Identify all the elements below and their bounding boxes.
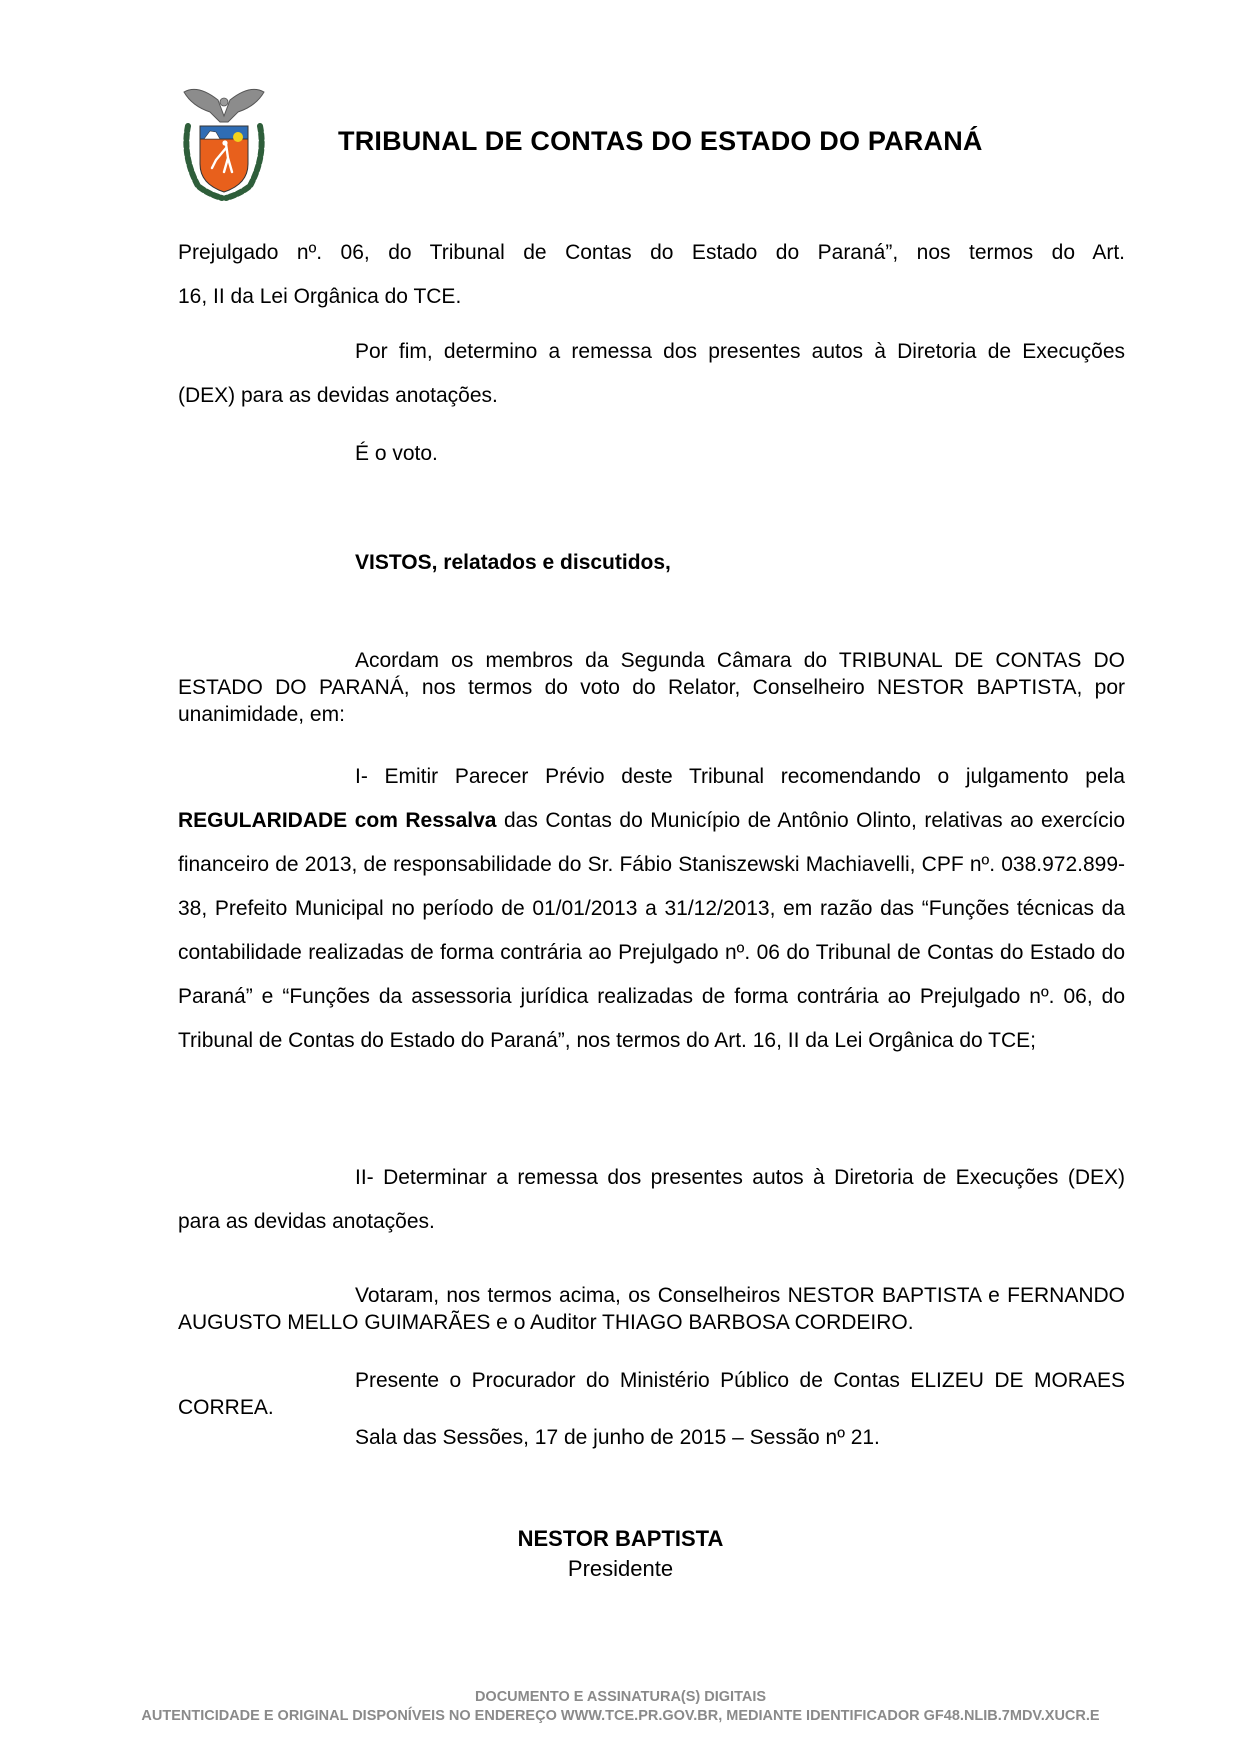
parana-coat-of-arms-logo — [178, 86, 270, 202]
paragraph-e-o-voto: É o voto. — [355, 442, 438, 465]
page-title: TRIBUNAL DE CONTAS DO ESTADO DO PARANÁ — [338, 126, 983, 156]
item-text: I- Emitir Parecer Prévio deste Tribunal recomendando o julgamento pela — [355, 765, 1125, 788]
paragraph-line: Prejulgado nº. 06, do Tribunal de Contas do Estado do Paraná”, nos termos do Art. — [178, 241, 1125, 264]
paragraph-presente: Presente o Procurador do Ministério Público de Contas ELIZEU DE MORAES CORREA. — [178, 1369, 1125, 1419]
vistos-heading: VISTOS, relatados e discutidos, — [355, 551, 671, 574]
paragraph-acordam: Acordam os membros da Segunda Câmara do TRIBUNAL DE CONTAS DO ESTADO DO PARANÁ, nos termos do voto do Relator, Conselheiro NESTOR BAPTISTA, por unanimidade, em: — [178, 649, 1125, 726]
footer-digital-signature: DOCUMENTO E ASSINATURA(S) DIGITAIS — [474, 1689, 767, 1705]
item-ii-determinar: II- Determinar a remessa dos presentes autos à Diretoria de Execuções (DEX) para as devidas anotações. — [178, 1166, 1125, 1233]
parana-coat-of-arms-icon — [178, 86, 270, 202]
paragraph-prejulgado — [178, 231, 1125, 319]
footer-authenticity: AUTENTICIDADE E ORIGINAL DISPONÍVEIS NO ENDEREÇO WWW.TCE.PR.GOV.BR, MEDIANTE IDENTIFICADOR GF48.NLIB.7MDV.XUCR.E — [141, 1708, 1100, 1724]
item-text: das Contas do Município de Antônio Olinto, relativas ao exercício financeiro de 2013, de responsabilidade do Sr. Fábio Staniszewski Machiavelli, CPF nº. 038.972.899-38, Prefeito Municipal no período de 01/01/2013 a 31/12/2013, em razão das “Funções técnicas da contabilidade realizadas de forma contrária ao Prejulgado nº. 06 do Tribunal de Contas do Estado do Paraná” e “Funções da assessoria jurídica realizadas de forma contrária ao Prejulgado nº. 06, do Tribunal de Contas do Estado do Paraná”, nos termos do Art. 16, II da Lei Orgânica do TCE; — [178, 809, 1125, 1052]
paragraph-line: 16, II da Lei Orgânica do TCE. — [178, 285, 462, 308]
regularidade-emphasis: REGULARIDADE com Ressalva — [178, 809, 497, 832]
paragraph-sala: Sala das Sessões, 17 de junho de 2015 – Sessão nº 21. — [355, 1426, 880, 1449]
paragraph-por-fim: Por fim, determino a remessa dos presentes autos à Diretoria de Execuções (DEX) para as devidas anotações. — [178, 340, 1125, 407]
signatory-role: Presidente — [567, 1556, 674, 1581]
item-i-parecer — [178, 755, 1125, 1063]
signatory-name: NESTOR BAPTISTA — [517, 1526, 724, 1551]
paragraph-votaram: Votaram, nos termos acima, os Conselheiros NESTOR BAPTISTA e FERNANDO AUGUSTO MELLO GUIMARÃES e o Auditor THIAGO BARBOSA CORDEIRO. — [178, 1284, 1125, 1334]
